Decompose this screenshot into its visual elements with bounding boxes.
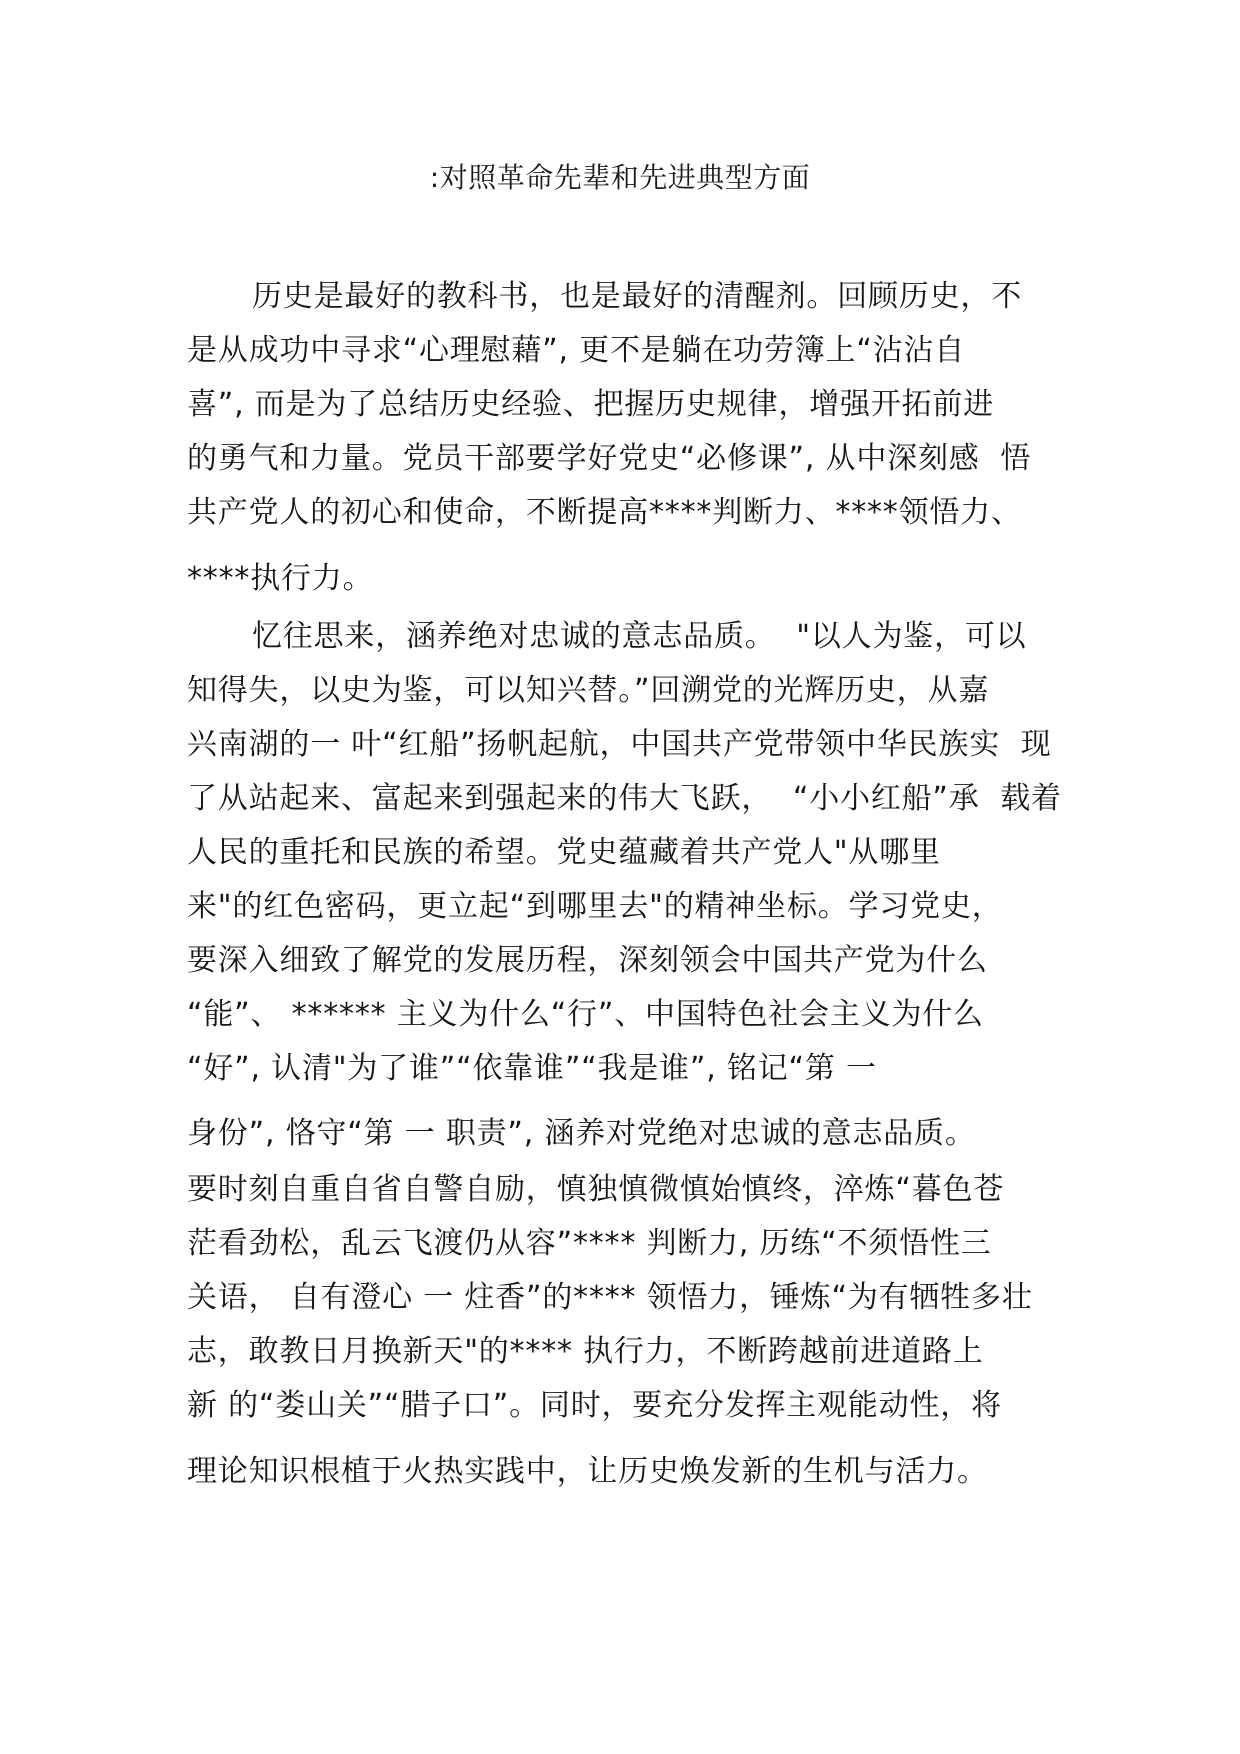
paragraph-2-line-4: 了从站起来、富起来到强起来的伟大飞跃， “小小红船”承 载着 <box>187 781 1062 816</box>
paragraph-1-line-2: 是从成功中寻求“心理慰藉”, 更不是躺在功劳簿上“沾沾自 <box>187 333 966 368</box>
paragraph-2-line-10: 身份”, 恪守“第 一 职责”, 涵养对党绝对忠诚的意志品质。 <box>187 1116 976 1151</box>
paragraph-2-line-3: 兴南湖的一 叶“红船”扬帆起航，中国共产党带领中华民族实 现 <box>187 727 1052 762</box>
paragraph-2-line-11: 要时刻自重自省自警自励，慎独慎微慎始慎终，淬炼“暮色苍 <box>187 1172 1005 1207</box>
paragraph-2-line-12: 茫看劲松，乱云飞渡仍从容”**** 判断力, 历练“不须悟性三 <box>187 1226 992 1261</box>
paragraph-1-line-5: 共产党人的初心和使命，不断提高****判断力、****领悟力、 <box>187 495 1022 530</box>
paragraph-2-line-6: 来"的红色密码，更立起“到哪里去"的精神坐标。学习党史， <box>187 889 1003 924</box>
paragraph-2-line-14: 志，敢教日月换新天"的**** 执行力，不断跨越前进道路上 <box>187 1334 984 1369</box>
paragraph-2-line-16: 理论知识根植于火热实践中，让历史焕发新的生机与活力。 <box>187 1454 988 1489</box>
paragraph-2-line-5: 人民的重托和民族的希望。党史蕴藏着共产党人"从哪里 <box>187 835 941 870</box>
paragraph-2-line-13: 关语， 自有澄心 一 炷香”的**** 领悟力，锤炼“为有牺牲多壮 <box>187 1280 1033 1315</box>
paragraph-2-line-2: 知得失，以史为鉴，可以知兴替。”回溯党的光辉历史，从嘉 <box>187 673 990 708</box>
paragraph-1-line-4: 的勇气和力量。党员干部要学好党史“必修课”, 从中深刻感 悟 <box>187 441 1032 476</box>
paragraph-2-line-9: “好”, 认清"为了谁”“依靠谁”“我是谁”, 铭记“第 一 <box>187 1051 877 1086</box>
paragraph-1-line-1: 历史是最好的教科书，也是最好的清醒剂。回顾历史，不 <box>252 279 1022 314</box>
paragraph-2-line-7: 要深入细致了解党的发展历程，深刻领会中国共产党为什么 <box>187 943 988 978</box>
paragraph-1-line-6: ****执行力。 <box>187 561 374 596</box>
document-title: :对照革命先辈和先进典型方面 <box>429 161 811 194</box>
paragraph-2-line-15: 新 的“娄山关”“腊子口”。同时，要充分发挥主观能动性，将 <box>187 1388 1002 1423</box>
paragraph-1-line-3: 喜”, 而是为了总结历史经验、把握历史规律，增强开拓前进 <box>187 387 995 422</box>
paragraph-2-line-8: “能”、 ****** 主义为什么“行”、中国特色社会主义为什么 <box>187 997 984 1032</box>
paragraph-2-line-1: 忆往思来，涵养绝对忠诚的意志品质。 "以人为鉴，可以 <box>252 619 1027 654</box>
